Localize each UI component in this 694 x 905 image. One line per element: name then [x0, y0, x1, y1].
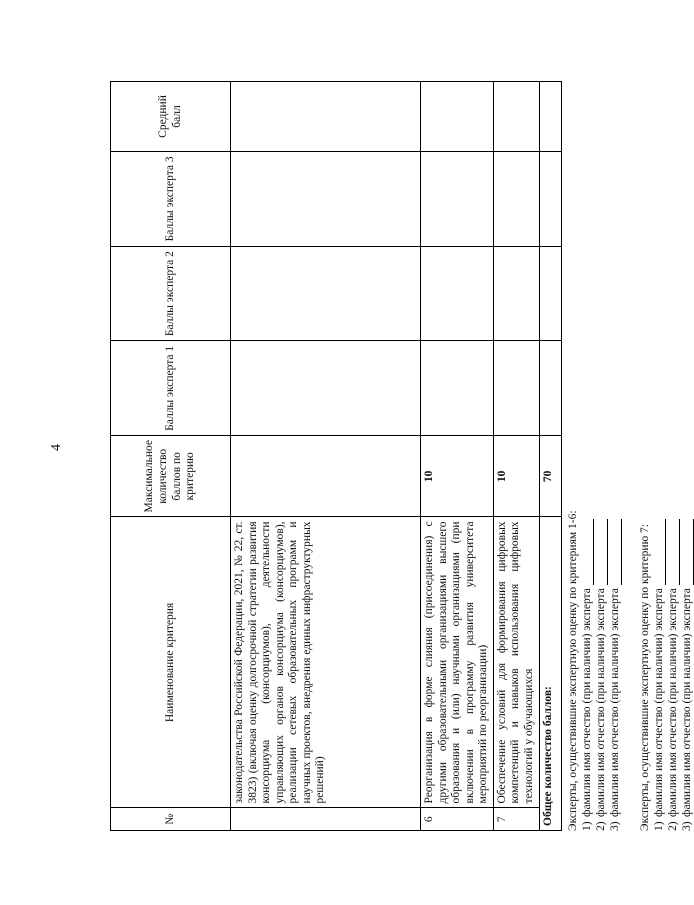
expert1-score-cell — [493, 341, 539, 436]
page-number: 4 — [49, 444, 64, 451]
criterion-max: 10 — [421, 436, 494, 517]
table-row — [493, 82, 539, 831]
average-score-cell — [231, 82, 421, 152]
header-expert1: Баллы эксперта 1 — [111, 341, 231, 436]
total-max: 70 — [539, 436, 561, 517]
header-average: Средний балл — [111, 82, 231, 152]
signature-blank — [669, 519, 680, 585]
experts-7-block — [638, 81, 694, 831]
header-name: Наименование критерия — [111, 517, 231, 808]
expert3-score-cell — [421, 151, 494, 246]
expert-name-placeholder: фамилия имя отчество (при наличии) эксперта — [580, 588, 593, 817]
total-label: Общее количество баллов: — [539, 517, 561, 831]
header-expert3: Баллы эксперта 3 — [111, 151, 231, 246]
expert-signature-line — [608, 81, 622, 831]
criterion-max — [231, 436, 421, 517]
signature-blank — [655, 519, 666, 585]
experts-1-6-block — [566, 81, 622, 831]
rotated-content — [110, 81, 693, 831]
row-number: 6 — [421, 808, 494, 831]
average-total-cell — [539, 82, 561, 152]
list-index: 1) — [652, 821, 665, 831]
expert2-score-cell — [421, 246, 494, 341]
average-score-cell — [493, 82, 539, 152]
expert3-score-cell — [231, 151, 421, 246]
expert-signature-line — [594, 81, 608, 831]
expert-signature-line — [666, 81, 680, 831]
criterion-name: Реорганизация в форме слияния (присоединения) с другими образовательными организациями высшего образования и (или) научными организациями (при включении в программу развития университета мероприятий по реорганизации) — [421, 517, 494, 808]
expert-name-placeholder: фамилия имя отчество (при наличии) эксперта — [608, 588, 621, 817]
expert1-score-cell — [231, 341, 421, 436]
expert3-score-cell — [493, 151, 539, 246]
experts-1-6-title: Эксперты, осуществившие экспертную оценку по критериям 1-6: — [566, 510, 579, 831]
expert-name-placeholder: фамилия имя отчество (при наличии) эксперта — [680, 588, 693, 817]
expert-signature-line — [652, 81, 666, 831]
expert-name-placeholder: фамилия имя отчество (при наличии) эксперта — [666, 588, 679, 817]
signature-blank — [597, 519, 608, 585]
expert2-score-cell — [493, 246, 539, 341]
criterion-name: Обеспечение условий для формирования цифровых компетенций и навыков использования цифровых технологий у обучающихся — [493, 517, 539, 808]
criterion-name: законодательства Российской Федерации, 2021, № 22, ст. 3823) (включая оценку долгосрочной стратегии развития консорциума (консорциумов), деятельности управляющих органов консорциума (консорциумов), реализации сетевых образовательных программ и научных проектов, внедрения единых инфраструктурных решений) — [231, 517, 421, 808]
expert2-score-cell — [231, 246, 421, 341]
header-expert2: Баллы эксперта 2 — [111, 246, 231, 341]
list-index: 2) — [594, 821, 607, 831]
expert3-total-cell — [539, 151, 561, 246]
signature-blank — [611, 519, 622, 585]
list-index: 2) — [666, 821, 679, 831]
criterion-max: 10 — [493, 436, 539, 517]
row-number: 7 — [493, 808, 539, 831]
expert1-total-cell — [539, 341, 561, 436]
table-row — [421, 82, 494, 831]
signature-blank — [583, 519, 594, 585]
list-index: 3) — [608, 821, 621, 831]
expert-name-placeholder: фамилия имя отчество (при наличии) эксперта — [652, 588, 665, 817]
table-header-row — [111, 82, 231, 831]
expert2-total-cell — [539, 246, 561, 341]
list-index: 3) — [680, 821, 693, 831]
row-number — [231, 808, 421, 831]
table-row — [231, 82, 421, 831]
average-score-cell — [421, 82, 494, 152]
list-index: 1) — [580, 821, 593, 831]
header-max: Максимальное количество баллов по критерию — [111, 436, 231, 517]
expert-signature-line — [680, 81, 694, 831]
expert-signature-line — [580, 81, 594, 831]
header-num: № — [111, 808, 231, 831]
expert-name-placeholder: фамилия имя отчество (при наличии) эксперта — [594, 588, 607, 817]
signature-blank — [683, 519, 694, 585]
total-row — [539, 82, 561, 831]
expert1-score-cell — [421, 341, 494, 436]
experts-7-title: Эксперты, осуществившие экспертную оценку по критерию 7: — [638, 524, 651, 831]
criteria-table — [110, 81, 562, 831]
